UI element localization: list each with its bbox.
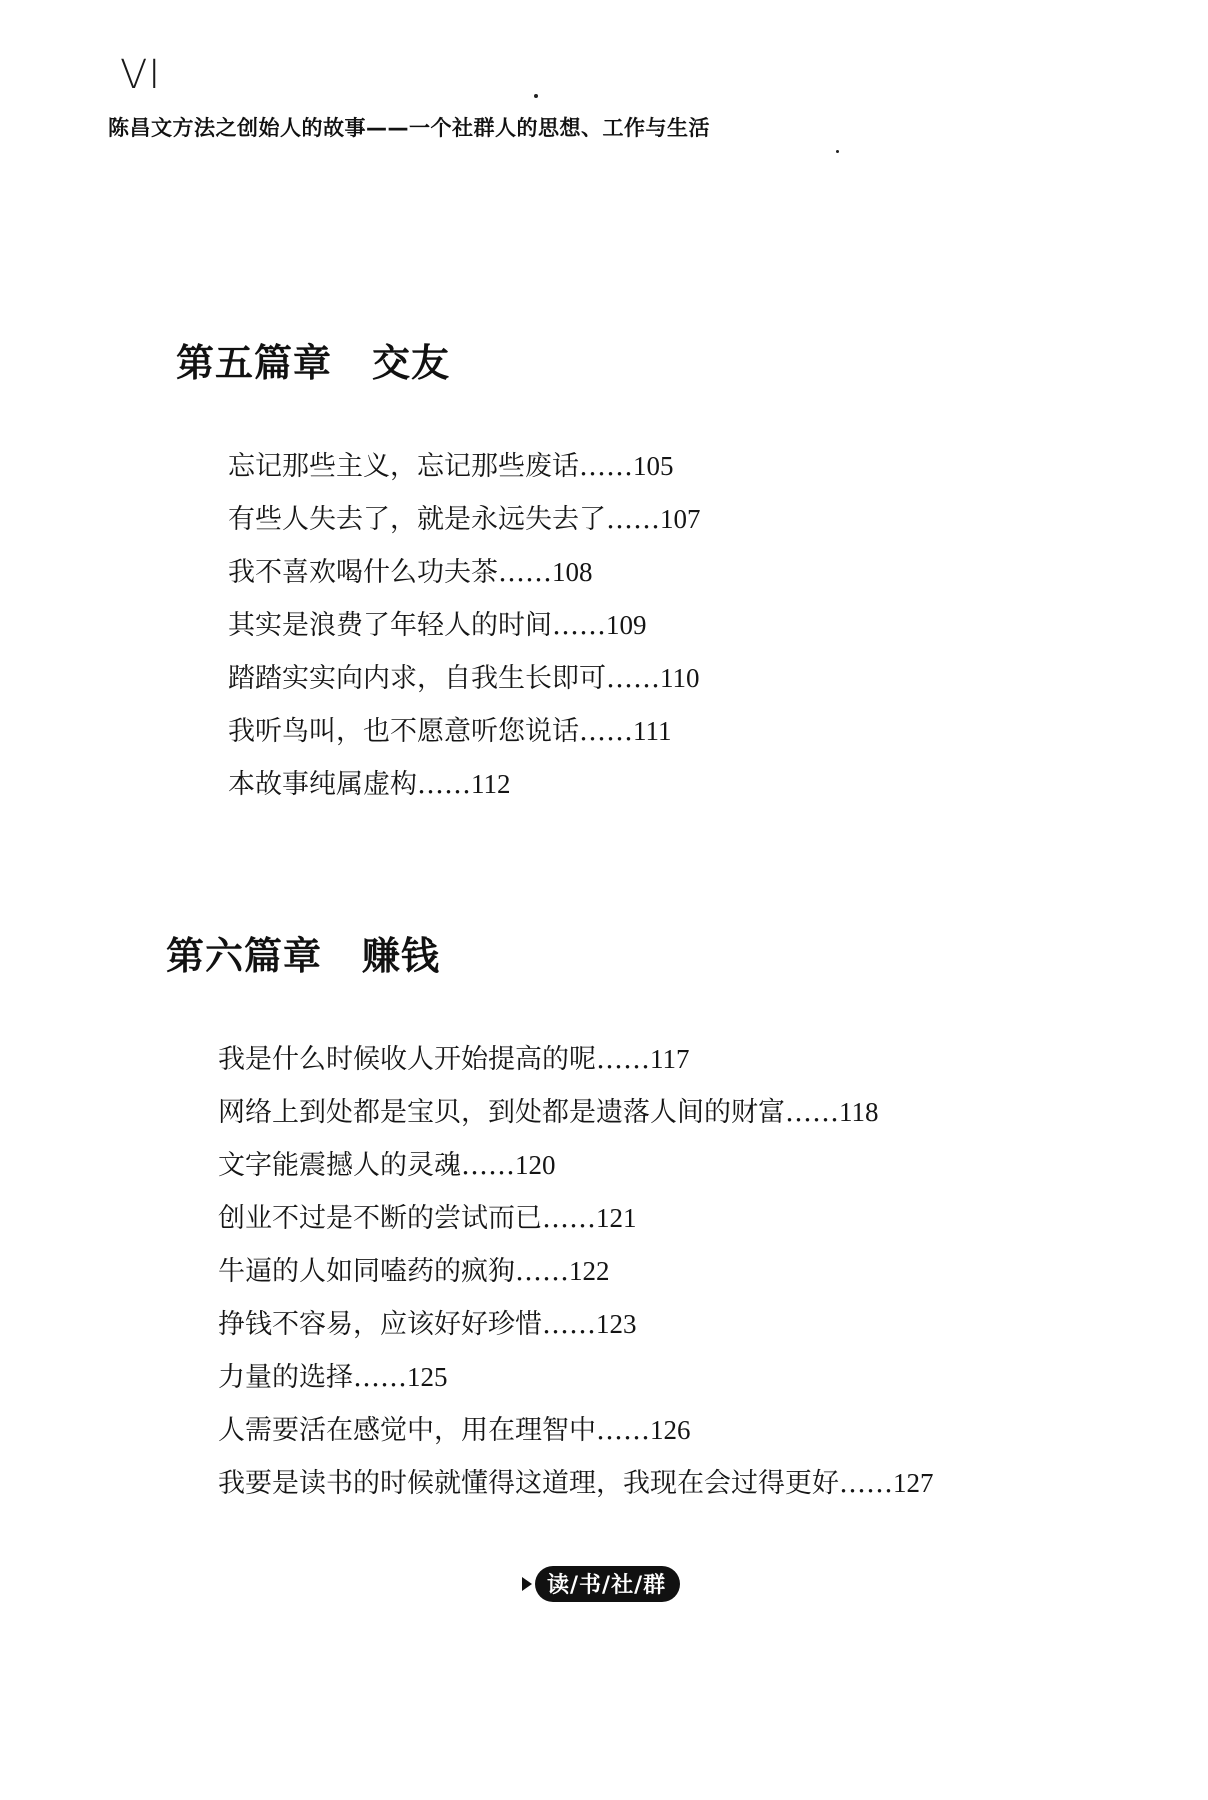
toc-entry-title: 网络上到处都是宝贝，到处都是遗落人间的财富: [218, 1097, 785, 1128]
toc-entry-page: 109: [606, 610, 647, 640]
toc-entry-page: 118: [839, 1097, 879, 1127]
toc-list: [228, 440, 701, 811]
dot-leader: ……: [606, 663, 660, 694]
chapter-label: 第五篇章: [176, 340, 333, 385]
toc-entry[interactable]: [228, 599, 701, 652]
toc-entry-title: 挣钱不容易，应该好好珍惜: [218, 1309, 542, 1340]
toc-entry[interactable]: [218, 1245, 934, 1298]
toc-entry[interactable]: [228, 546, 701, 599]
dot-leader: ……: [498, 557, 552, 588]
toc-entry[interactable]: [218, 1404, 934, 1457]
arrow-icon: [522, 1577, 532, 1591]
toc-entry-title: 其实是浪费了年轻人的时间: [228, 610, 552, 641]
footer-logo: [522, 1566, 680, 1602]
toc-entry-title: 牛逼的人如同嗑药的疯狗: [218, 1256, 515, 1287]
toc-entry[interactable]: [228, 440, 701, 493]
dot-leader: ……: [461, 1150, 515, 1181]
toc-entry-page: 105: [633, 451, 674, 481]
toc-entry-page: 110: [660, 663, 700, 693]
toc-entry[interactable]: [218, 1033, 934, 1086]
dot-leader: ……: [552, 610, 606, 641]
toc-entry-page: 125: [407, 1362, 448, 1392]
toc-entry[interactable]: [218, 1457, 934, 1510]
dot-leader: ……: [596, 1415, 650, 1446]
toc-entry-title: 我听鸟叫，也不愿意听您说话: [228, 716, 579, 747]
dot-leader: ……: [579, 716, 633, 747]
dot-leader: ……: [515, 1256, 569, 1287]
toc-entry[interactable]: [218, 1192, 934, 1245]
chapter-label: 第六篇章: [166, 933, 323, 978]
toc-entry-page: 108: [552, 557, 593, 587]
chapter-heading: [176, 332, 450, 387]
toc-entry-page: 112: [471, 769, 511, 799]
toc-entry-title: 我是什么时候收人开始提高的呢: [218, 1044, 596, 1075]
dot-leader: ……: [606, 504, 660, 535]
toc-entry-title: 忘记那些主义，忘记那些废话: [228, 451, 579, 482]
toc-entry[interactable]: [228, 652, 701, 705]
toc-entry-page: 121: [596, 1203, 637, 1233]
toc-entry-title: 我不喜欢喝什么功夫茶: [228, 557, 498, 588]
toc-entry-page: 111: [633, 716, 672, 746]
dot-leader: ……: [785, 1097, 839, 1128]
toc-entry[interactable]: [218, 1351, 934, 1404]
toc-entry-title: 文字能震撼人的灵魂: [218, 1150, 461, 1181]
dot-leader: ……: [353, 1362, 407, 1393]
toc-entry-page: 120: [515, 1150, 556, 1180]
toc-entry-title: 创业不过是不断的尝试而已: [218, 1203, 542, 1234]
scan-speck: [534, 94, 538, 98]
dot-leader: ……: [579, 451, 633, 482]
toc-entry-title: 我要是读书的时候就懂得这道理，我现在会过得更好: [218, 1468, 839, 1499]
toc-entry[interactable]: [228, 705, 701, 758]
toc-entry[interactable]: [228, 758, 701, 811]
toc-entry-title: 有些人失去了，就是永远失去了: [228, 504, 606, 535]
scan-speck: [836, 150, 839, 153]
running-head: 陈昌文方法之创始人的故事——一个社群人的思想、工作与生活: [108, 116, 710, 140]
toc-entry-title: 人需要活在感觉中，用在理智中: [218, 1415, 596, 1446]
chapter-heading: [166, 925, 440, 980]
toc-entry-page: 127: [893, 1468, 934, 1498]
toc-entry-page: 122: [569, 1256, 610, 1286]
footer-brand: 读/书/社/群: [535, 1566, 680, 1602]
dot-leader: ……: [596, 1044, 650, 1075]
page-number: VI: [120, 52, 162, 98]
toc-entry[interactable]: [218, 1298, 934, 1351]
toc-entry-page: 126: [650, 1415, 691, 1445]
toc-entry-title: 本故事纯属虚构: [228, 769, 417, 800]
chapter-title: 交友: [372, 340, 451, 385]
toc-entry-title: 踏踏实实向内求，自我生长即可: [228, 663, 606, 694]
toc-entry[interactable]: [218, 1086, 934, 1139]
dot-leader: ……: [839, 1468, 893, 1499]
toc-entry-page: 107: [660, 504, 701, 534]
dot-leader: ……: [542, 1203, 596, 1234]
toc-entry-page: 117: [650, 1044, 690, 1074]
toc-entry-page: 123: [596, 1309, 637, 1339]
dot-leader: ……: [542, 1309, 596, 1340]
chapter-title: 赚钱: [362, 933, 441, 978]
toc-entry-title: 力量的选择: [218, 1362, 353, 1393]
toc-entry[interactable]: [228, 493, 701, 546]
toc-entry[interactable]: [218, 1139, 934, 1192]
dot-leader: ……: [417, 769, 471, 800]
toc-list: [218, 1033, 934, 1510]
